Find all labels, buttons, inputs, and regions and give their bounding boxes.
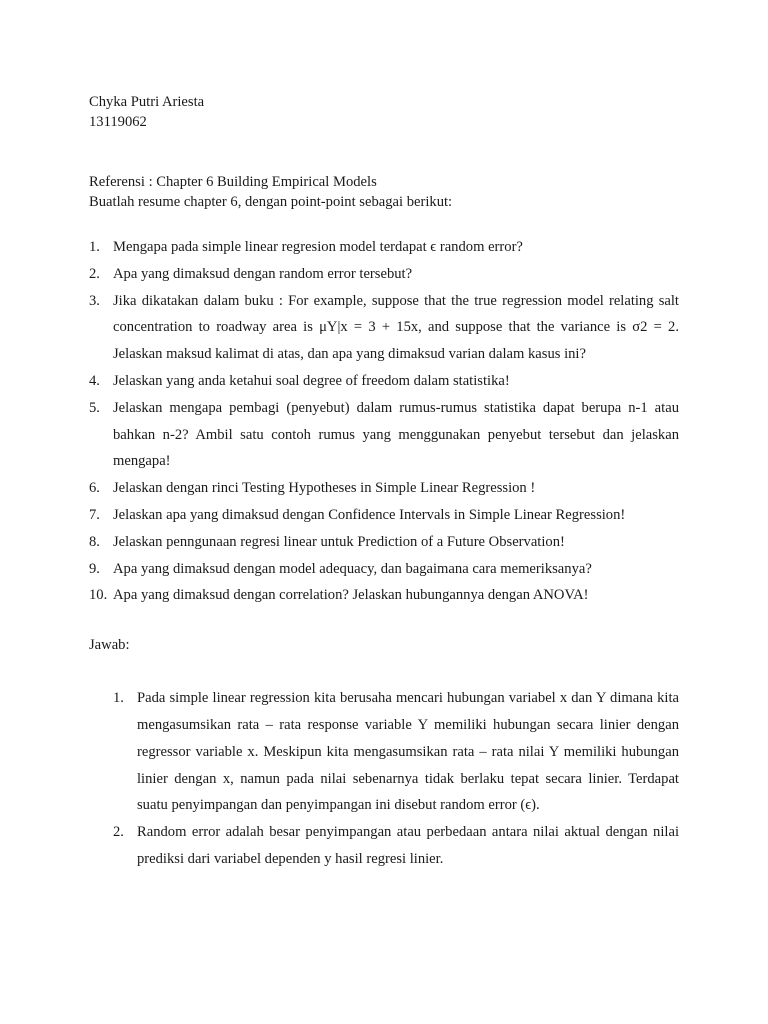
question-item — [89, 288, 679, 368]
question-number: 4. — [89, 372, 100, 389]
question-text: Jika dikatakan dalam buku : For example, suppose that the true regression model relating salt concentration to roadway area is μY|x = 3 + 15x, and suppose that the variance is σ2 = 2. Jelaskan maksud kalimat di atas, dan apa yang dimaksud varian dalam kasus ini? — [113, 292, 679, 363]
question-text: Apa yang dimaksud dengan model adequacy, dan bagaimana cara memeriksanya? — [113, 560, 592, 577]
answer-number: 1. — [113, 690, 124, 707]
question-item — [89, 368, 679, 395]
question-number: 9. — [89, 560, 100, 577]
question-item — [89, 582, 679, 609]
question-number: 7. — [89, 506, 100, 523]
question-text: Jelaskan dengan rinci Testing Hypotheses in Simple Linear Regression ! — [113, 480, 536, 497]
question-number: 3. — [89, 292, 100, 309]
student-id: 13119062 — [89, 114, 147, 130]
answer-text: Pada simple linear regression kita berusaha mencari hubungan variabel x dan Y dimana kita mengasumsikan rata – rata response variable Y memiliki hubungan secara linier dengan regressor variable x. Meskipun kita mengasumsikan rata – rata nilai Y memiliki hubungan linier dengan x, namun pada nilai sebenarnya tidak berlaku tepat secara linier. Terdapat suatu penyimpangan dan penyimpangan ini disebut random error (ϵ). — [137, 690, 679, 814]
spacer — [89, 655, 679, 685]
answer-item — [113, 685, 679, 819]
question-text: Apa yang dimaksud dengan correlation? Jelaskan hubungannya dengan ANOVA! — [113, 587, 589, 604]
answer-heading: Jawab: — [89, 637, 130, 654]
question-number: 8. — [89, 533, 100, 550]
question-number: 5. — [89, 399, 100, 416]
question-item — [89, 234, 679, 261]
spacer — [89, 152, 679, 172]
question-item — [89, 556, 679, 583]
spacer — [89, 609, 679, 635]
answer-item — [113, 819, 679, 873]
question-item — [89, 395, 679, 475]
question-number: 1. — [89, 239, 100, 255]
spacer — [89, 132, 679, 152]
question-item — [89, 502, 679, 529]
spacer — [89, 212, 679, 234]
author-name: Chyka Putri Ariesta — [89, 94, 205, 110]
instruction-line: Buatlah resume chapter 6, dengan point-point sebagai berikut: — [89, 194, 453, 210]
question-text: Jelaskan yang anda ketahui soal degree of freedom dalam statistika! — [113, 372, 510, 389]
question-number: 6. — [89, 480, 100, 497]
question-number: 10. — [89, 587, 108, 604]
question-text: Jelaskan mengapa pembagi (penyebut) dalam rumus-rumus statistika dapat berupa n-1 atau bahkan n-2? Ambil satu contoh rumus yang menggunakan penyebut tersebut dan jelaskan mengapa! — [113, 399, 679, 470]
document-page — [89, 92, 679, 873]
reference-line: Referensi : Chapter 6 Building Empirical Models — [89, 174, 377, 190]
question-number: 2. — [89, 265, 100, 282]
answer-text: Random error adalah besar penyimpangan atau perbedaan antara nilai aktual dengan nilai prediksi dari variabel dependen y hasil regresi linier. — [137, 824, 679, 867]
answer-number: 2. — [113, 824, 124, 841]
question-text: Apa yang dimaksud dengan random error tersebut? — [113, 265, 413, 282]
question-text: Jelaskan penngunaan regresi linear untuk Prediction of a Future Observation! — [113, 533, 565, 550]
question-item — [89, 475, 679, 502]
question-item — [89, 261, 679, 288]
question-text: Mengapa pada simple linear regresion model terdapat ϵ random error? — [113, 239, 523, 255]
question-item — [89, 529, 679, 556]
answer-list — [113, 685, 679, 873]
question-list — [89, 234, 679, 609]
question-text: Jelaskan apa yang dimaksud dengan Confidence Intervals in Simple Linear Regression! — [113, 506, 626, 523]
